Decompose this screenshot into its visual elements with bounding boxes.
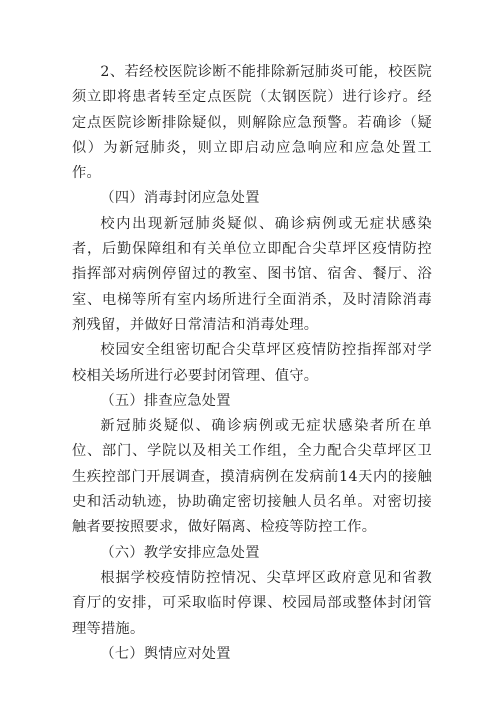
paragraph-campus-closure: 校园安全组密切配合尖草坪区疫情防控指挥部对学校相关场所进行必要封闭管理、值守。 xyxy=(72,342,432,384)
section-heading-teaching: （六）教学安排应急处置 xyxy=(100,544,260,561)
paragraph-teaching: 根据学校疫情防控情况、尖草坪区政府意见和省教育厅的安排，可采取临时停课、校园局部或整体封闭管理等措施。 xyxy=(72,569,432,637)
section-heading-investigation: （五）排查应急处置 xyxy=(100,392,231,409)
paragraph-disinfection: 校内出现新冠肺炎疑似、确诊病例或无症状感染者，后勤保障组和有关单位立即配合尖草坪区疫情防控指挥部对病例停留过的教室、图书馆、宿舍、餐厅、浴室、电梯等所有室内场所进行全面消杀，及时清除消毒剂残留，并做好日常清洁和消毒处理。 xyxy=(72,215,432,333)
paragraph-investigation: 新冠肺炎疑似、确诊病例或无症状感染者所在单位、部门、学院以及相关工作组，全力配合尖草坪区卫生疾控部门开展调查，摸清病例在发病前14天内的接触史和活动轨迹，协助确定密切接触人员名单。对密切接触者要按照要求，做好隔离、检疫等防控工作。 xyxy=(72,418,432,536)
section-heading-public-opinion: （七）舆情应对处置 xyxy=(100,645,231,662)
paragraph-diagnosis-referral: 2、若经校医院诊断不能排除新冠肺炎可能，校医院须立即将患者转至定点医院（太钢医院）进行诊疗。经定点医院诊断排除疑似，则解除应急预警。若确诊（疑似）为新冠肺炎，则立即启动应急响应和应急处置工作。 xyxy=(72,64,432,182)
section-heading-disinfection: （四）消毒封闭应急处置 xyxy=(100,190,260,207)
document-body xyxy=(72,60,432,667)
